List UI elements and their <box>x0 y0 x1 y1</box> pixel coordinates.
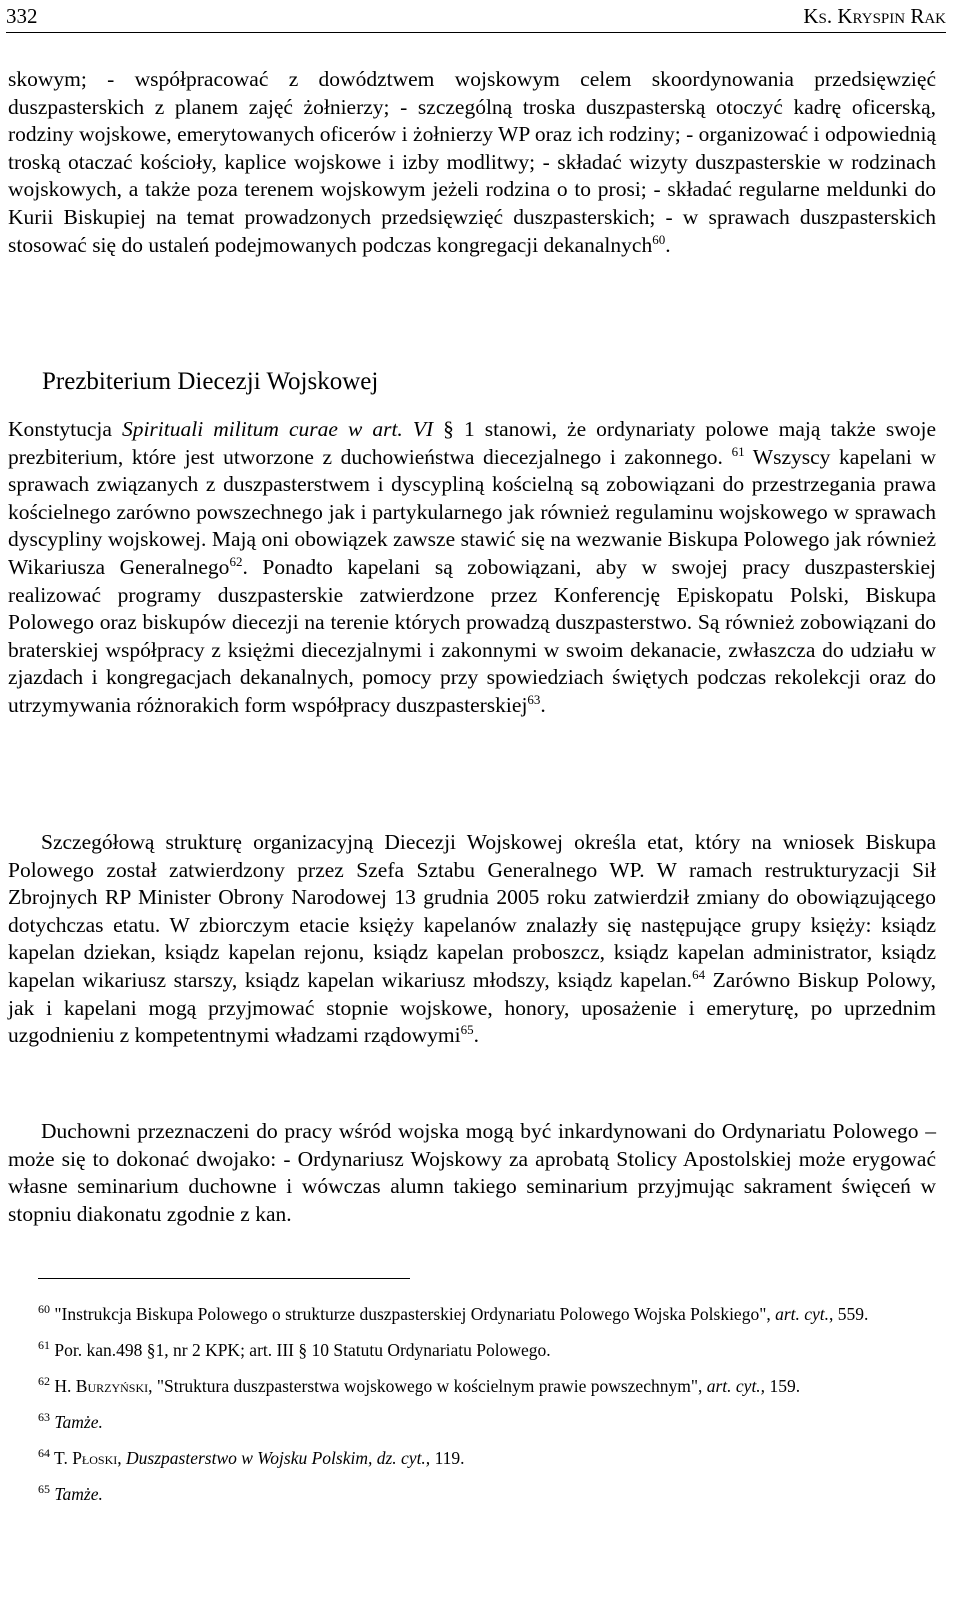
footnote-61 <box>8 1338 936 1362</box>
running-title-prefix: Ks. <box>803 4 838 28</box>
footnote-italic: art. cyt., <box>706 1376 766 1396</box>
running-title-author: Kryspin Rak <box>837 4 946 28</box>
paragraph-1-italic-title: Spirituali militum curae w art. VI <box>121 417 434 441</box>
footnote-text: "Instrukcja Biskupa Polowego o strukturze duszpasterskiej Ordynariatu Polowego Wojska Polskiego", <box>50 1304 776 1324</box>
footnote-tail: 159. <box>765 1376 801 1396</box>
running-header <box>6 0 946 34</box>
footnote-text: , <box>117 1448 127 1468</box>
paragraph-1-part-a: Konstytucja <box>8 417 122 441</box>
lead-paragraph-text: skowym; - współpracować z dowództwem wojskowym celem skoordynowania przedsięwzięć duszpasterskich z planem zajęć żołnierzy; - szczególną troska duszpasterską otoczyć kadrę oficerską, rodziny wojskowe, emerytowanych oficerów i żołnierzy WP oraz ich rodziny; - organizować i odpowiednią troską otaczać kościoły, kaplice wojskowe i izby modlitwy; - składać wizyty duszpasterskie w rodzinach wojskowych, a także poza terenem wojskowym jeżeli rodzina o to prosi; - składać regularne meldunki do Kurii Biskupiej na temat prowadzonych przedsięwzięć duszpasterskich; - w sprawach duszpasterskich stosować się do ustaleń podejmowanych podczas kongregacji dekanalnych <box>8 67 936 257</box>
paragraph-3-text: Duchowni przeznaczeni do pracy wśród wojska mogą być inkardynowani do Ordynariatu Polowego – może się to dokonać dwojako: - Ordynariusz Wojskowy za aprobatą Stolicy Apostolskiej może erygować własne seminarium duchowne i wówczas alumn takiego seminarium przyjmując sakrament święceń w stopniu diakonatu zgodnie z kan. <box>8 1119 936 1226</box>
footnote-italic: Tamże. <box>50 1412 103 1432</box>
lead-paragraph <box>8 66 936 259</box>
footnote-author: Płoski <box>72 1448 118 1468</box>
page-number: 332 <box>6 4 38 28</box>
paragraph-incardination <box>8 1118 936 1228</box>
paragraph-2-part-a: Szczegółową strukturę organizacyjną Diecezji Wojskowej określa etat, który na wniosek Biskupa Polowego został zatwierdzony przez Szefa Sztabu Generalnego WP. W ramach restrukturyzacji Sił Zbrojnych RP Minister Obrony Narodowej 13 grudnia 2005 roku zatwierdził zmiany do obowiązującego dotychczas etatu. W zbiorczym etacie księży kapelanów znalazły się następujące grupy księży: ksiądz kapelan dziekan, ksiądz kapelan rejonu, ksiądz kapelan proboszcz, ksiądz kapelan administrator, ksiądz kapelan wikariusz starszy, ksiądz kapelan wikariusz młodszy, ksiądz kapelan. <box>8 830 936 992</box>
footnote-text: , "Struktura duszpasterstwa wojskowego w kościelnym prawie powszechnym", <box>148 1376 707 1396</box>
paragraph-1-end: . <box>540 692 546 717</box>
footnote-rule <box>38 1278 410 1279</box>
paragraph-1-part-b: § 1 stanowi, że ordynariaty polowe mają także swoje prezbiterium, które jest utworzone z duchowieństwa diecezjalnego i zakonnego. <box>8 417 937 469</box>
footnote-ref-62: 62 <box>229 553 243 569</box>
footnote-ref-63: 63 <box>527 691 541 707</box>
footnote-number: 64 <box>38 1446 50 1461</box>
footnote-number: 65 <box>38 1482 50 1497</box>
footnote-text: Por. kan.498 §1, nr 2 KPK; art. III § 10 Statutu Ordynariatu Polowego. <box>50 1340 551 1360</box>
footnote-number: 62 <box>38 1374 50 1389</box>
footnote-64 <box>8 1446 936 1470</box>
running-title <box>803 4 946 29</box>
paragraph-1-part-d: . Ponadto kapelani są zobowiązani, aby w swojej pracy duszpasterskiej realizować programy duszpasterskie zatwierdzone przez Konferencję Episkopatu Polski, Biskupa Polowego oraz biskupów diecezji na terenie których prowadzą duszpasterstwo. Są również zobowiązani do braterskiej współpracy z księżmi diecezjalnymi i zakonnymi w swoim dekanacie, zwłaszcza do udziału w zjazdach i kongregacjach dekanalnych, pomocy przy spowiedziach świętych podczas rekolekcji oraz do utrzymywania różnorakich form współpracy duszpasterskiej <box>8 554 936 717</box>
footnote-ref-64: 64 <box>692 966 706 982</box>
footnotes <box>8 1302 936 1518</box>
paragraph-constitution <box>8 416 936 720</box>
footnote-63 <box>8 1410 936 1434</box>
footnote-ref-61: 61 <box>731 443 745 459</box>
footnote-italic: Tamże. <box>50 1484 103 1504</box>
footnote-number: 61 <box>38 1338 50 1353</box>
footnote-65 <box>8 1482 936 1506</box>
footnote-tail: 119. <box>430 1448 465 1468</box>
paragraph-2-part-b: Zarówno Biskup Polowy, jak i kapelani mogą przyjmować stopnie wojskowe, honory, uposażenie i emeryturę, po uprzednim uzgodnieniu z kompetentnymi władzami rządowymi <box>8 967 937 1048</box>
paragraph-structure <box>8 829 936 1050</box>
section-heading: Prezbiterium Diecezji Wojskowej <box>42 368 379 395</box>
footnote-author: Burzyński <box>75 1376 149 1396</box>
footnote-60 <box>8 1302 936 1326</box>
header-rule <box>6 32 946 33</box>
footnote-author-initial: H. <box>50 1376 76 1396</box>
footnote-author-initial: T. <box>50 1448 73 1468</box>
footnote-italic: Duszpasterstwo w Wojsku Polskim, dz. cyt., <box>126 1448 431 1468</box>
footnote-ref-60: 60 <box>652 231 666 247</box>
footnote-ref-65: 65 <box>460 1022 474 1037</box>
footnote-tail: , 559. <box>829 1304 869 1324</box>
footnote-italic: art. cyt. <box>775 1304 830 1324</box>
footnote-number: 63 <box>38 1410 50 1425</box>
lead-paragraph-end: . <box>665 232 671 257</box>
paragraph-1-part-c: Wszyscy kapelani w sprawach związanych z duszpasterstwem i dyscypliną kościelną są zobowiązani do przestrzegania prawa kościelnego zarówno powszechnego jak i partykularnego jak również regulaminu wojskowego w sprawach dyscypliny wojskowej. Mają oni obowiązek zawsze stawić się na wezwanie Biskupa Polowego jak również Wikariusza Generalnego <box>8 444 937 579</box>
footnote-62 <box>8 1374 936 1398</box>
footnote-number: 60 <box>38 1302 50 1317</box>
paragraph-2-end: . <box>473 1023 479 1048</box>
